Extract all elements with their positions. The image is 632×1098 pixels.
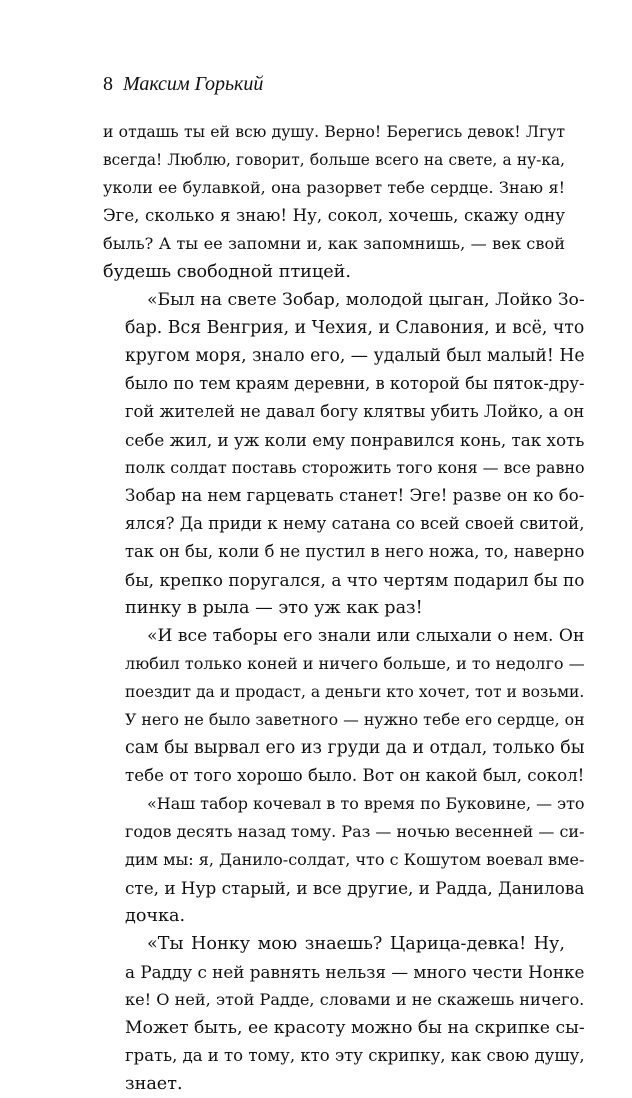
text-line: бы, крепко поругался, а что чертям подарил бы по bbox=[125, 570, 585, 590]
text-line: всегда! Люблю, говорит, больше всего на свете, а ну-ка, bbox=[103, 151, 565, 169]
text-line: дим мы: я, Данило-солдат, что с Кошутом воевал вме- bbox=[125, 850, 585, 869]
text-line: «Ты Нонку мою знаешь? Царица-девка! Ну, bbox=[147, 934, 565, 954]
text-line: У него не было заветного — нужно тебе его сердце, он bbox=[125, 710, 585, 729]
text-line: «Наш табор кочевал в то время по Буковине, — это bbox=[147, 794, 585, 813]
text-line: грать, да и то тому, кто эту скрипку, как свою душу, bbox=[125, 1046, 585, 1065]
text-line: ялся? Да приди к нему сатана со всей своей свитой, bbox=[125, 514, 585, 533]
text-line: Эге, сколько я знаю! Ну, сокол, хочешь, скажу одну bbox=[103, 206, 565, 225]
text-line: бар. Вся Венгрия, и Чехия, и Славония, и всё, что bbox=[125, 318, 585, 338]
text-line: сам бы вырвал его из груди да и отдал, только бы bbox=[125, 738, 585, 758]
paragraph-5 bbox=[103, 930, 585, 1098]
text-line: тебе от того хорошо было. Вот он какой был, сокол! bbox=[125, 766, 585, 785]
text-line: Зобар на нем гарцевать станет! Эге! разве он ко бо- bbox=[125, 486, 585, 505]
text-line: полк солдат поставь сторожить того коня — все равно bbox=[125, 458, 585, 477]
text-line: поездит да и продаст, а деньги кто хочет, тот и возьми. bbox=[125, 683, 585, 701]
text-line: быль? А ты ее запомни и, как запомнишь, — век свой bbox=[103, 234, 565, 253]
text-line: уколи ее булавкой, она разорвет тебе сердце. Знаю я! bbox=[103, 178, 565, 197]
book-page bbox=[103, 72, 585, 1098]
text-line: «И все таборы его знали или слыхали о нем. Он bbox=[147, 626, 585, 646]
paragraph-2 bbox=[103, 286, 585, 622]
text-line: гой жителей не давал богу клятвы убить Лойко, а он bbox=[125, 402, 585, 421]
text-line: а Радду с ней равнять нельзя — много чести Нонке bbox=[125, 962, 585, 982]
text-line: будешь свободной птицей. bbox=[103, 262, 351, 282]
paragraph-1 bbox=[103, 118, 565, 286]
text-line: дочка. bbox=[125, 906, 186, 926]
author-name: Максим Горький bbox=[123, 73, 264, 95]
text-line: ке! О ней, этой Радде, словами и не скажешь ничего. bbox=[125, 990, 585, 1009]
text-line: кругом моря, знало его, — удалый был малый! Не bbox=[125, 346, 585, 366]
text-line: «Был на свете Зобар, молодой цыган, Лойко Зо- bbox=[147, 290, 585, 310]
page-number: 8 bbox=[103, 73, 113, 95]
text-line: годов десять назад тому. Раз — ночью весенней — си- bbox=[125, 822, 585, 841]
text-line: сте, и Нур старый, и все другие, и Радда, Данилова bbox=[125, 878, 585, 898]
running-head bbox=[103, 72, 565, 96]
text-line: так он бы, коли б не пустил в него ножа, то, наверно bbox=[125, 542, 585, 561]
text-line: было по тем краям деревни, в которой бы пяток-дру- bbox=[125, 374, 585, 393]
text-line: пинку в рыла — это уж как раз! bbox=[125, 598, 423, 618]
text-line: себе жил, и уж коли ему понравился конь, так хоть bbox=[125, 430, 585, 450]
paragraph-3 bbox=[103, 622, 585, 790]
text-line: любил только коней и ничего больше, и то недолго — bbox=[125, 654, 585, 673]
paragraph-4 bbox=[103, 790, 585, 930]
text-line: Может быть, ее красоту можно бы на скрипке сы- bbox=[125, 1018, 585, 1038]
text-line: и отдашь ты ей всю душу. Верно! Берегись девок! Лгут bbox=[103, 122, 565, 141]
text-line: знает. bbox=[125, 1074, 183, 1094]
